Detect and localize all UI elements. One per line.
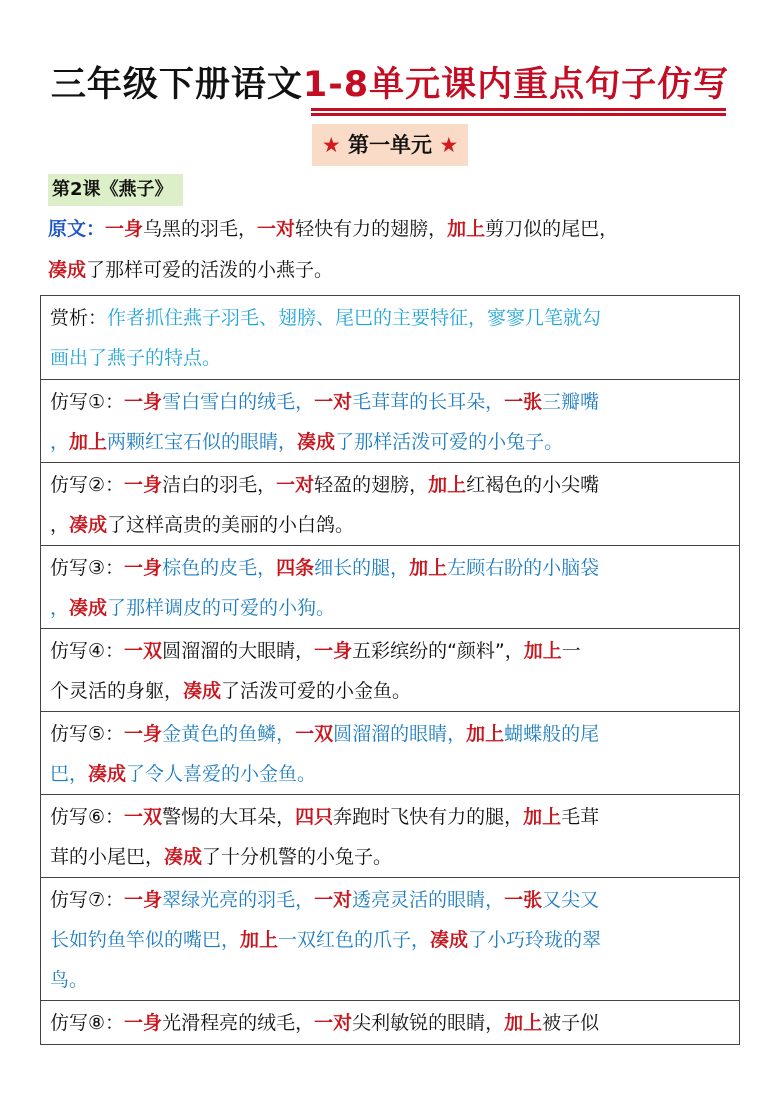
unit-heading-wrap — [0, 124, 780, 166]
text-segment: 了这样高贵的美丽的小白鸽。 — [107, 514, 355, 536]
text-segment: 又尖又 — [542, 889, 600, 911]
text-segment: 两颗红宝石似的眼睛， — [107, 431, 298, 453]
text-segment: 凑成 — [48, 259, 87, 281]
text-segment: 圆溜溜的眼睛， — [333, 723, 467, 745]
text-segment: 五彩缤纷的“颜料”， — [352, 640, 524, 662]
text-segment: 一身 — [314, 640, 353, 662]
text-segment: 仿写④： — [50, 640, 125, 662]
title-underline-second — [311, 113, 726, 116]
text-segment: 一对 — [314, 889, 353, 911]
text-segment: ， — [50, 597, 70, 619]
text-segment: 四只 — [295, 806, 334, 828]
text-segment: 作者抓住燕子羽毛、翅膀、尾巴的主要特征，寥寥几笔就勾 — [107, 307, 602, 329]
row-line — [50, 467, 740, 503]
imitation-row — [41, 877, 739, 1000]
text-segment: 仿写⑦： — [50, 889, 125, 911]
text-segment: 一身 — [124, 1012, 163, 1034]
text-segment: 加上 — [240, 929, 279, 951]
text-segment: 一身 — [105, 218, 144, 240]
row-line — [50, 340, 740, 376]
row-line — [50, 962, 740, 998]
text-segment: 奔跑时飞快有力的腿， — [333, 806, 524, 828]
page-title — [0, 60, 780, 110]
row-line — [50, 882, 740, 918]
text-segment: 蝴蝶般的尾 — [504, 723, 600, 745]
star-icon: ★ — [321, 133, 341, 157]
text-segment: 加上 — [466, 723, 505, 745]
title-black: 三年级下册语文 — [50, 65, 303, 105]
row-line — [50, 673, 740, 709]
row-line — [50, 300, 740, 336]
text-segment: 一张 — [504, 391, 543, 413]
text-segment: 了小巧玲珑的翠 — [468, 929, 602, 951]
imitation-row — [41, 545, 739, 628]
text-segment: 一身 — [124, 557, 163, 579]
text-segment: 加上 — [69, 431, 108, 453]
imitation-row — [41, 794, 739, 877]
text-segment: ， — [50, 431, 70, 453]
text-segment: 一身 — [124, 723, 163, 745]
text-segment: 警惕的大耳朵， — [162, 806, 296, 828]
text-segment: 一对 — [276, 474, 315, 496]
text-segment: 凑成 — [297, 431, 336, 453]
text-segment: 毛茸 — [561, 806, 600, 828]
text-segment: 一身 — [124, 391, 163, 413]
text-segment: 了十分机警的小兔子。 — [202, 846, 393, 868]
imitation-row — [41, 1000, 739, 1046]
row-line — [50, 633, 740, 669]
text-segment: 仿写③： — [50, 557, 125, 579]
text-segment: 加上 — [523, 640, 562, 662]
original-label: 原文： — [48, 218, 106, 240]
text-segment: 红褐色的小尖嘴 — [466, 474, 600, 496]
text-segment: 一 — [561, 640, 581, 662]
row-line — [50, 839, 740, 875]
text-segment: 轻盈的翅膀， — [314, 474, 429, 496]
text-segment: 凑成 — [69, 597, 108, 619]
text-segment: 剪刀似的尾巴， — [485, 218, 619, 240]
text-segment: 长如钓鱼竿似的嘴巴， — [50, 929, 241, 951]
unit-label: 第一单元 — [348, 133, 432, 157]
text-segment: 一身 — [124, 889, 163, 911]
text-segment: 一双红色的爪子， — [278, 929, 431, 951]
unit-heading — [312, 124, 468, 166]
text-segment: 金黄色的鱼鳞， — [162, 723, 296, 745]
text-segment: 透亮灵活的眼睛， — [352, 889, 505, 911]
text-segment: 四条 — [276, 557, 315, 579]
text-segment: 三瓣嘴 — [542, 391, 600, 413]
text-segment: 了活泼可爱的小金鱼。 — [221, 680, 412, 702]
text-segment: 细长的腿， — [314, 557, 410, 579]
text-segment: 仿写②： — [50, 474, 125, 496]
row-line — [50, 922, 740, 958]
text-segment: 一对 — [314, 391, 353, 413]
text-segment: 一双 — [295, 723, 334, 745]
text-segment: 雪白雪白的绒毛， — [162, 391, 315, 413]
text-segment: 个灵活的身躯， — [50, 680, 184, 702]
text-segment: 了那样可爱的活泼的小燕子。 — [86, 259, 334, 281]
original-line-1 — [48, 211, 753, 247]
row-line — [50, 550, 740, 586]
text-segment: 一对 — [314, 1012, 353, 1034]
title-underline — [311, 108, 726, 111]
text-segment: 毛茸茸的长耳朵， — [352, 391, 505, 413]
text-segment: 一双 — [124, 640, 163, 662]
text-segment: 仿写⑤： — [50, 723, 125, 745]
text-segment: 一身 — [124, 474, 163, 496]
row-line — [50, 424, 740, 460]
text-segment: 加上 — [504, 1012, 543, 1034]
text-segment: ， — [50, 514, 70, 536]
analysis-table — [40, 295, 740, 1045]
text-segment: 了那样活泼可爱的小兔子。 — [335, 431, 564, 453]
text-segment: 一张 — [504, 889, 543, 911]
text-segment: 茸的小尾巴， — [50, 846, 165, 868]
row-line — [50, 799, 740, 835]
text-segment: 赏析： — [50, 307, 108, 329]
text-segment: 加上 — [428, 474, 467, 496]
title-red: 1-8单元课内重点句子仿写 — [302, 65, 730, 105]
text-segment: 凑成 — [183, 680, 222, 702]
text-segment: 一双 — [124, 806, 163, 828]
lesson-heading: 第2课《燕子》 — [48, 174, 183, 206]
text-segment: 左顾右盼的小脑袋 — [447, 557, 600, 579]
text-segment: 乌黑的羽毛， — [143, 218, 258, 240]
analysis-row — [41, 296, 739, 379]
row-line — [50, 590, 740, 626]
text-segment: 了令人喜爱的小金鱼。 — [126, 763, 317, 785]
imitation-row — [41, 711, 739, 794]
text-segment: 仿写⑧： — [50, 1012, 125, 1034]
text-segment: 凑成 — [88, 763, 127, 785]
text-segment: 加上 — [523, 806, 562, 828]
text-segment: 巴， — [50, 763, 89, 785]
imitation-row — [41, 379, 739, 462]
text-segment: 尖利敏锐的眼睛， — [352, 1012, 505, 1034]
imitation-row — [41, 462, 739, 545]
text-segment: 凑成 — [69, 514, 108, 536]
text-segment: 仿写①： — [50, 391, 125, 413]
row-line — [50, 507, 740, 543]
row-line — [50, 716, 740, 752]
text-segment: 加上 — [409, 557, 448, 579]
text-segment: 棕色的皮毛， — [162, 557, 277, 579]
row-line — [50, 1005, 740, 1041]
text-segment: 加上 — [447, 218, 486, 240]
original-text-1 — [105, 218, 618, 240]
text-segment: 仿写⑥： — [50, 806, 125, 828]
imitation-row — [41, 628, 739, 711]
text-segment: 轻快有力的翅膀， — [295, 218, 448, 240]
text-segment: 光滑程亮的绒毛， — [162, 1012, 315, 1034]
text-segment: 圆溜溜的大眼睛， — [162, 640, 315, 662]
text-segment: 画出了燕子的特点。 — [50, 347, 222, 369]
text-segment: 了那样调皮的可爱的小狗。 — [107, 597, 336, 619]
text-segment: 一对 — [257, 218, 296, 240]
text-segment: 被子似 — [542, 1012, 600, 1034]
text-segment: 凑成 — [430, 929, 469, 951]
text-segment: 翠绿光亮的羽毛， — [162, 889, 315, 911]
text-segment: 鸟。 — [50, 969, 89, 991]
text-segment: 凑成 — [164, 846, 203, 868]
text-segment: 洁白的羽毛， — [162, 474, 277, 496]
row-line — [50, 756, 740, 792]
row-line — [50, 384, 740, 420]
original-line-2 — [48, 252, 753, 288]
star-icon: ★ — [439, 133, 459, 157]
